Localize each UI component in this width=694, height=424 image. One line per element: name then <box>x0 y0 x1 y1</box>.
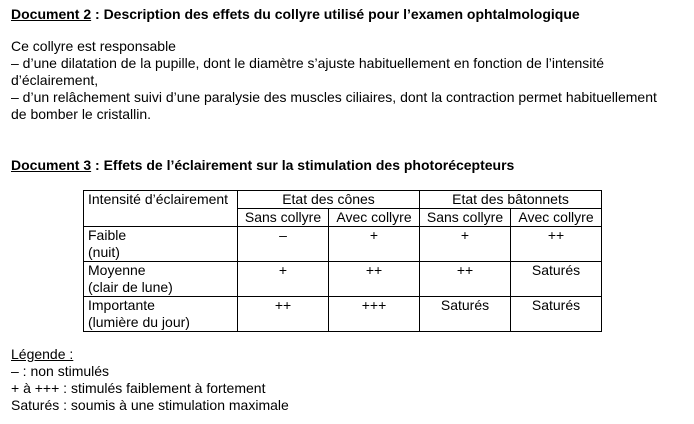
row-label-main: Moyenne <box>88 262 146 278</box>
doc2-line: – d’une dilatation de la pupille, dont le diamètre s’ajuste habituellement en fonction de l’intensité <box>11 55 605 71</box>
document-2-text <box>11 38 691 123</box>
table-cell: Saturés <box>420 297 511 332</box>
subheader-cell: Avec collyre <box>329 209 420 227</box>
table-cell: + <box>420 227 511 262</box>
subheader-cell: Sans collyre <box>238 209 329 227</box>
document-3-title <box>11 157 514 173</box>
document-3-title-text: : Effets de l’éclairement sur la stimulation des photorécepteurs <box>91 157 515 173</box>
row-label <box>84 262 238 297</box>
group-header-batonnets: Etat des bâtonnets <box>420 191 602 209</box>
group-header-cones: Etat des cônes <box>238 191 420 209</box>
table-cell: + <box>238 262 329 297</box>
subheader-cell: Sans collyre <box>420 209 511 227</box>
table-cell: ++ <box>329 262 420 297</box>
doc2-line: – d’un relâchement suivi d’une paralysie des muscles ciliaires, dont la contraction permet habituellement <box>11 89 657 105</box>
table-cell: ++ <box>420 262 511 297</box>
table-row <box>84 297 602 332</box>
row-label-sub: (clair de lune) <box>88 279 173 295</box>
subheader-cell: Avec collyre <box>511 209 602 227</box>
row-label-main: Importante <box>88 297 155 313</box>
legend-line: – : non stimulés <box>11 363 110 379</box>
legend-line: Saturés : soumis à une stimulation maximale <box>11 397 289 413</box>
row-label-sub: (nuit) <box>88 244 120 260</box>
doc2-line: d’éclairement, <box>11 72 99 88</box>
table-cell: ++ <box>511 227 602 262</box>
legend <box>11 346 289 414</box>
table-cell: ++ <box>238 297 329 332</box>
table-cell: – <box>238 227 329 262</box>
photoreceptor-table <box>83 190 602 332</box>
table-row <box>84 227 602 262</box>
table-header-row <box>84 191 602 209</box>
document-2-title <box>11 6 580 22</box>
table-cell: +++ <box>329 297 420 332</box>
document-2-label: Document 2 <box>11 6 92 22</box>
row-label-main: Faible <box>88 227 127 243</box>
doc2-line: de bomber le cristallin. <box>11 106 152 122</box>
row-label <box>84 297 238 332</box>
document-3-label: Document 3 <box>11 157 92 173</box>
legend-line: + à +++ : stimulés faiblement à fortement <box>11 380 266 396</box>
doc2-line: Ce collyre est responsable <box>11 38 176 54</box>
table-row <box>84 262 602 297</box>
document-2-title-text: : Description des effets du collyre utilisé pour l’examen ophtalmologique <box>91 6 580 22</box>
legend-title: Légende : <box>11 346 74 362</box>
table-cell: Saturés <box>511 262 602 297</box>
row-label-sub: (lumière du jour) <box>88 314 190 330</box>
table-corner-header: Intensité d’éclairement <box>84 191 238 227</box>
table-cell: + <box>329 227 420 262</box>
table-cell: Saturés <box>511 297 602 332</box>
row-label <box>84 227 238 262</box>
